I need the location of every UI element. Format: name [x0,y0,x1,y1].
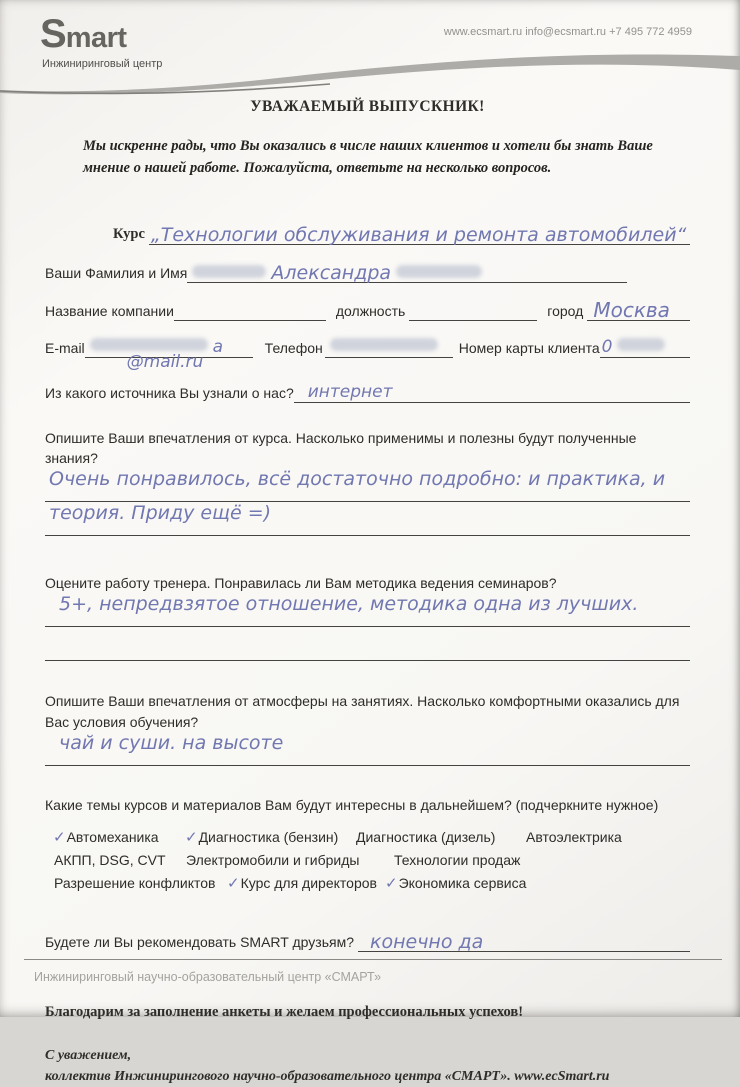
checkmark-icon: ✓ [227,874,240,893]
card-line [600,337,690,358]
course-label: Курс [113,225,145,242]
question-trainer-label: Оцените работу тренера. Понравилась ли Вам методика ведения семинаров? [45,575,557,592]
recommend-line [358,931,690,952]
footer-text: Инжиниринговый научно-образовательный центр «СМАРТ» [34,970,382,984]
page-footer [0,959,740,1017]
recommend-label: Будете ли Вы рекомендовать SMART друзьям? [45,934,354,951]
position-line [409,300,537,321]
swoosh-decoration-icon [0,50,740,100]
email-line [85,336,253,372]
answer-line [45,502,690,536]
topic-item [355,828,495,846]
source-label: Из какого источника Вы узнали о нас? [45,384,294,401]
redaction-blur [617,338,665,351]
topic-item-label: Автомеханика [66,829,159,846]
topic-item-label: Разрешение конфликтов [54,875,216,892]
signature-team: коллектив Инжинирингового научно-образовательного центра «СМАРТ». www.ecSmart.ru [45,1069,610,1085]
redaction-blur [396,265,482,278]
source-line [294,382,690,403]
redaction-blur [330,338,438,351]
topic-item-label: Экономика сервиса [398,875,527,892]
topic-item-label: Диагностика (дизель) [356,829,496,846]
phone-line [325,337,453,358]
company-line [174,300,326,321]
topics-label: Какие темы курсов и материалов Вам будут интересны в дальнейшем? (подчеркните нужное) [45,796,659,813]
topics-row-3 [45,874,690,897]
phone-label: Телефон [264,339,323,356]
topic-item [385,874,526,892]
answer-handwritten: чай и суши. на высоте [59,731,284,754]
topics-row-1 [45,828,690,851]
topic-item [53,874,216,892]
answer-handwritten: Очень понравилось, всё достаточно подробно: и практика, и [49,468,666,491]
redaction-blur [90,338,208,351]
signature-regards: С уважением, [45,1048,132,1064]
logo-subtitle: Инжиниринговый центр [42,58,163,70]
question-atmosphere-label: Опишите Ваши впечатления от атмосферы на занятиях. Насколько комфортными оказались для Вас условия обучения? [45,693,680,730]
name-line [187,262,627,283]
email-visible-suffix-handwritten: а [212,336,224,357]
question-course-label: Опишите Ваши впечатления от курса. Насколько применимы и полезны будут полученные знания? [45,429,637,466]
logo-text: mart [65,22,127,54]
answer-line [45,732,690,766]
course-row [45,224,690,245]
thanks-text: Благодарим за заполнение анкеты и желаем профессиональных успехов! [45,1004,524,1021]
topic-item [185,828,338,846]
course-line [149,224,690,245]
answer-line [45,468,690,502]
course-value-handwritten: „Технологии обслуживания и ремонта автомобилей“ [150,223,687,246]
name-label: Ваши Фамилия и Имя [45,264,188,281]
topic-item-label: Курс для директоров [240,875,377,892]
checkmark-icon: ✓ [53,828,66,847]
company-label: Название компании [45,302,174,319]
topic-item [53,828,159,846]
smart-logo [40,14,127,54]
city-label: город [547,302,584,319]
email-domain-handwritten: @mail.ru [126,351,204,372]
city-value-handwritten: Москва [593,297,670,322]
city-line [587,298,690,321]
topic-item-label: Автоэлектрика [526,829,622,846]
card-label: Номер карты клиента [458,339,600,356]
topic-item [525,828,622,846]
source-row [45,382,690,403]
topic-item-label: Электромобили и гибриды [186,852,360,869]
email-label: E-mail [45,339,85,356]
answer-handwritten: 5+, непредвзятое отношение, методика одна из лучших. [59,593,639,616]
answer-handwritten: теория. Приду ещё =) [49,502,272,525]
answer-line [45,593,690,627]
topic-item-label: Технологии продаж [394,852,521,869]
topic-item [185,851,359,869]
header-contacts: www.ecsmart.ru info@ecsmart.ru +7 495 772 4959 [443,26,692,38]
card-value-handwritten: 0 [601,336,613,357]
topic-item-label: АКПП, DSG, CVT [54,852,166,869]
page-title: УВАЖАЕМЫЙ ВЫПУСКНИК! [250,98,485,115]
topic-item-label: Диагностика (бензин) [198,829,339,846]
position-label: должность [335,302,406,319]
topics-row-2 [45,851,690,874]
redaction-blur [192,265,266,278]
intro-text: Мы искренне рады, что Вы оказались в числе наших клиентов и хотели бы знать Ваше мнение о нашей работе. Пожалуйста, ответьте на несколько вопросов. [83,138,653,176]
name-row [45,262,690,283]
recommend-row [45,931,690,952]
recommend-value-handwritten: конечно да [369,931,484,954]
logo-letter-s: S [40,12,66,56]
name-value-handwritten: Александра [271,261,392,284]
company-row [45,298,690,321]
topic-item [53,851,166,869]
answer-line [45,627,690,661]
footer-divider [24,959,722,960]
topic-item [227,874,377,892]
checkmark-icon: ✓ [185,828,198,847]
source-value-handwritten: интернет [307,381,393,402]
topic-item [393,851,520,869]
email-row [45,336,690,372]
checkmark-icon: ✓ [385,874,398,893]
